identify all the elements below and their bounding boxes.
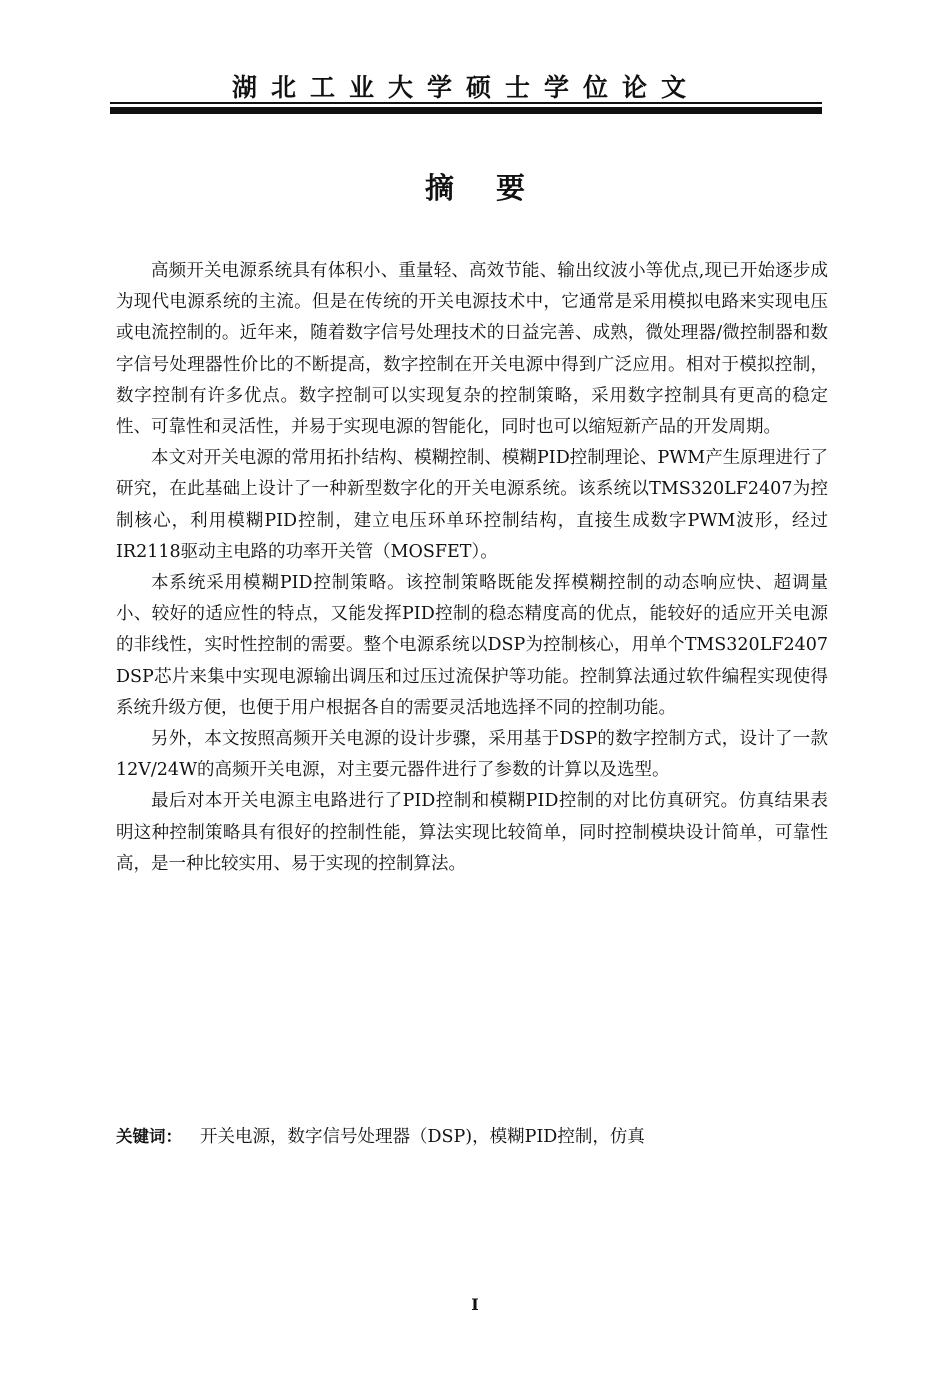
abstract-paragraph-1: 高频开关电源系统具有体积小、重量轻、高效节能、输出纹波小等优点,现已开始逐步成为现代电源系统的主流。但是在传统的开关电源技术中，它通常是采用模拟电路来实现电压或电流控制的。近年来，随着数字信号处理技术的日益完善、成熟，微处理器/微控制器和数字信号处理器性价比的不断提高，数字控制在开关电源中得到广泛应用。相对于模拟控制，数字控制有许多优点。数字控制可以实现复杂的控制策略，采用数字控制具有更高的稳定性、可靠性和灵活性，并易于实现电源的智能化，同时也可以缩短新产品的开发周期。 (116, 261, 828, 438)
keywords-line (116, 1122, 828, 1152)
page-number: I (471, 1295, 479, 1314)
abstract-paragraph-5: 最后对本开关电源主电路进行了PID控制和模糊PID控制的对比仿真研究。仿真结果表明这种控制策略具有很好的控制性能，算法实现比较简单，同时控制模块设计简单，可靠性高，是一种比较实用、易于实现的控制算法。 (116, 791, 828, 874)
keywords-label: 关键词： (116, 1127, 182, 1146)
thesis-header-title: 湖北工业大学硕士学位论文 (231, 73, 700, 102)
header-rule-thick (110, 107, 822, 114)
header-rule-thin (110, 102, 822, 104)
abstract-body (116, 256, 828, 880)
abstract-paragraph-2: 本文对开关电源的常用拓扑结构、模糊控制、模糊PID控制理论、PWM产生原理进行了研究，在此基础上设计了一种新型数字化的开关电源系统。该系统以TMS320LF2407为控制核心，利用模糊PID控制，建立电压环单环控制结构，直接生成数字PWM波形，经过IR2118驱动主电路的功率开关管（MOSFET）。 (116, 448, 828, 562)
abstract-paragraph-4: 另外，本文按照高频开关电源的设计步骤，采用基于DSP的数字控制方式，设计了一款12V/24W的高频开关电源，对主要元器件进行了参数的计算以及选型。 (116, 729, 828, 781)
running-header (110, 70, 822, 106)
abstract-paragraph-3: 本系统采用模糊PID控制策略。该控制策略既能发挥模糊控制的动态响应快、超调量小、较好的适应性的特点，又能发挥PID控制的稳态精度高的优点，能较好的适应开关电源的非线性，实时性控制的需要。整个电源系统以DSP为控制核心，用单个TMS320LF2407 DSP芯片来集中实现电源输出调压和过压过流保护等功能。控制算法通过软件编程实现使得系统升级方便，也便于用户根据各自的需要灵活地选择不同的控制功能。 (116, 573, 828, 718)
abstract-heading: 摘要 (424, 171, 567, 205)
keywords-text: 开关电源，数字信号处理器（DSP)，模糊PID控制，仿真 (200, 1127, 645, 1147)
